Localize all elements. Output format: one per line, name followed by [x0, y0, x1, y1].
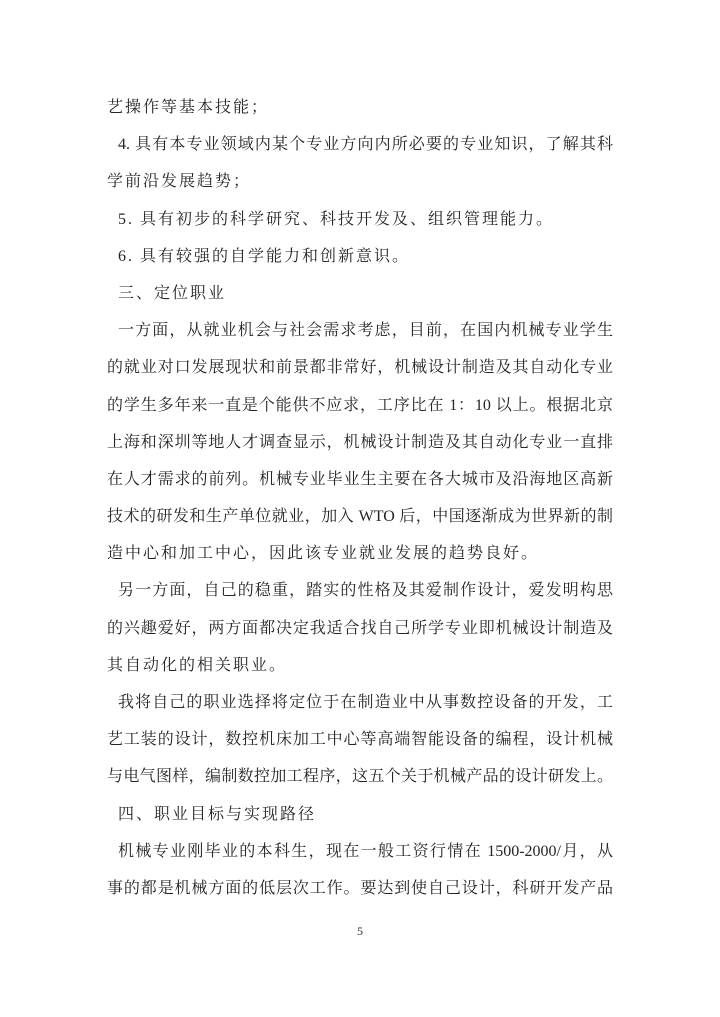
text-line: 6. 具有较强的自学能力和创新意识。 — [118, 247, 411, 265]
text-block — [107, 89, 613, 907]
text-line: 四、职业目标与实现路径 — [118, 805, 317, 823]
text-line: 三、定位职业 — [118, 284, 227, 302]
text-line: 一方面，从就业机会与社会需求考虑，目前，在国内机械专业学生 — [118, 322, 613, 340]
text-line: 上海和深圳等地人才调查显示，机械设计制造及其自动化专业一直排 — [107, 433, 613, 451]
text-line: 5. 具有初步的科学研究、科技开发及、组织管理能力。 — [118, 210, 555, 228]
text-line: 的兴趣爱好，两方面都决定我适合找自己所学专业即机械设计制造及 — [107, 619, 613, 637]
text-line: 艺操作等基本技能； — [107, 99, 270, 116]
text-line: 另一方面，自己的稳重，踏实的性格及其爱制作设计，爱发明构思 — [118, 582, 613, 600]
text-line: 事的都是机械方面的低层次工作。要达到使自己设计，科研开发产品 — [107, 879, 613, 897]
text-line: 艺工装的设计，数控机床加工中心等高端智能设备的编程，设计机械 — [107, 731, 613, 749]
text-line: 在人才需求的前列。机械专业毕业生主要在各大城市及沿海地区高新 — [107, 470, 613, 488]
page-number: 5 — [357, 924, 363, 938]
text-line: 机械专业刚毕业的本科生，现在一般工资行情在 1500-2000/月，从 — [118, 842, 613, 860]
text-line: 4. 具有本专业领域内某个专业方向内所必要的专业知识，了解其科 — [118, 136, 613, 154]
text-line: 学前沿发展趋势； — [107, 173, 252, 191]
text-line: 的就业对口发展现状和前景都非常好，机械设计制造及其自动化专业 — [107, 359, 613, 377]
text-line: 的学生多年来一直是个能供不应求，工序比在 1：10 以上。根据北京 — [107, 396, 613, 414]
text-line: 与电气图样，编制数控加工程序，这五个关于机械产品的设计研发上。 — [107, 768, 613, 786]
text-line: 我将自己的职业选择将定位于在制造业中从事数控设备的开发，工 — [118, 694, 613, 711]
text-line: 其自动化的相关职业。 — [107, 656, 288, 674]
text-line: 造中心和加工中心，因此该专业就业发展的趋势良好。 — [107, 545, 540, 563]
text-line: 技术的研发和生产单位就业，加入 WTO 后，中国逐渐成为世界新的制 — [107, 508, 613, 526]
